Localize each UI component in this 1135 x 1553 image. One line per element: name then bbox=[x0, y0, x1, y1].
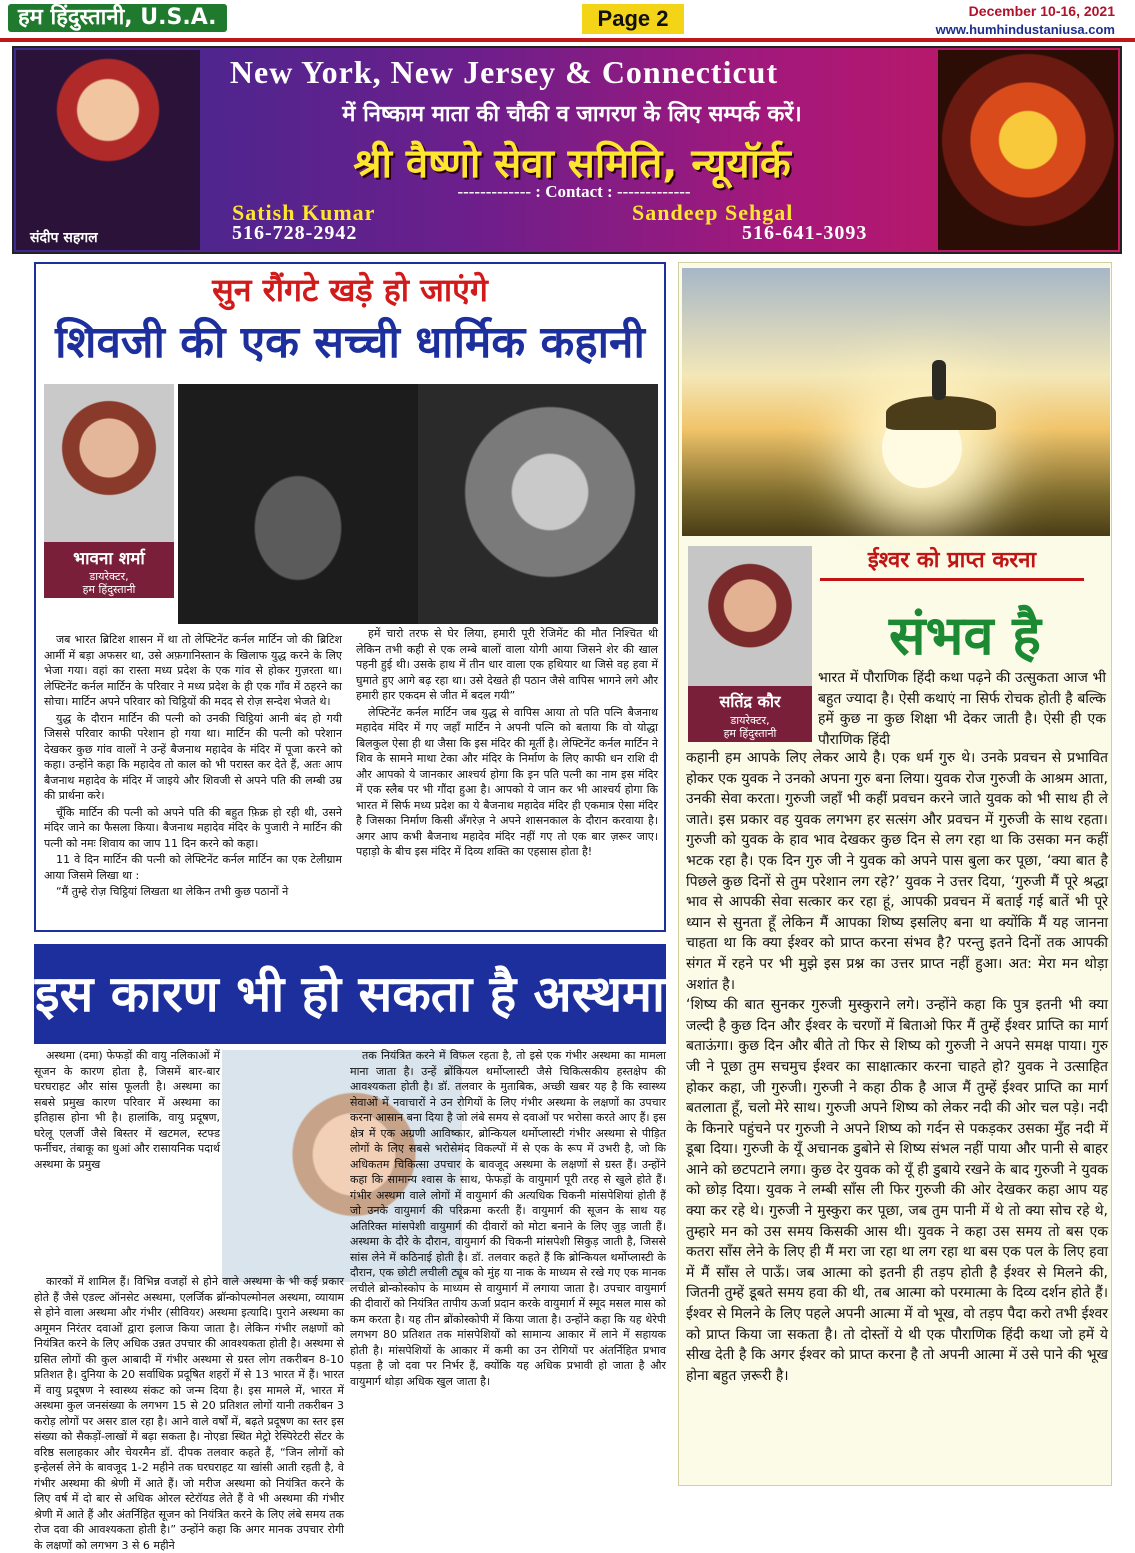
banner-advertisement bbox=[12, 46, 1122, 254]
asthma-header-band bbox=[34, 944, 666, 1044]
asthma-column-1 bbox=[34, 1048, 220, 1274]
paragraph: अस्थमा (दमा) फेफड़ों की वायु नलिकाओं में सूजन के कारण होता है, जिसमें बार-बार घरघराहट और सांस फूलती है। अस्थमा का सबसे प्रमुख कारण परिवार में अस्थमा का इतिहास होना भी है। हालांकि, वायु प्रदूषण, घरेलू एलर्जी जैसे बिस्तर में खटमल, स्टफ्ड फर्नीचर, तंबाकू का धुआं और रासायनिक पदार्थ अस्थमा के प्रमुख bbox=[34, 1049, 220, 1171]
colonel-portrait-image bbox=[418, 384, 658, 624]
paragraph: कहानी हम आपके लिए लेकर आये है। एक धर्म गुरु थे। उनके प्रवचन से प्रभावित होकर एक युवक ने उनको अपना गुरु बना लिया। युवक रोज गुरुजी के आश्रम आता, उनकी सेवा करता। गुरुजी जहाँ भी कहीं प्रवचन करने जाते युवक को भी साथ ही ले जाते। इस प्रकार वह युवक लगभग हर सत्संग और प्रवचन में गुरुजी के साथ रहता। गुरुजी को युवक के हाव भाव देखकर कुछ दिन से लग रहा था कि उसका मन कहीं भटक रहा है। एक दिन गुरु जी ने युवक को अपने पास बुला कर पूछा, ‘क्या बात है पिछले कुछ दिनों से तुम परेशान लग रहे?’ युवक ने उत्तर दिया, ‘गुरुजी मैं पूरे श्रद्धा भाव से आपकी सेवा सत्कार कर रहा हूं, आपकी प्रवचन में बताई गई बातें भी पूरे ध्यान से सुनता हूँ लेकिन मैं आपका शिष्य इसलिए बना था क्योंकि मैं यह जानना चाहता था कि क्या ईश्वर को प्राप्त करना संभव है? परन्तु इतने दिनों तक आपकी संगत में रहने पर भी मुझे इस प्रश्न का उत्तर प्राप्त नहीं हुआ। अत: मेरा मन थोड़ा अशांत है। bbox=[686, 750, 1108, 993]
article-image bbox=[178, 384, 658, 624]
author-role bbox=[44, 570, 174, 596]
paragraph: युद्ध के दौरान मार्टिन की पत्नी को उनकी चिट्ठियां आनी बंद हो गयी जिससे परिवार काफी परेशान हो गया था। मार्टिन की पत्नी को परेशान देखकर कुछ गांव वालों ने उन्हें बैजनाथ महादेव के मंदिर में पूजा करने को कहा। उन्होंने कहा कि महादेव तो काल को भी परास्त कर देते हैं, अतः आप बैजनाथ महादेव के मंदिर में जाइये और शिवजी से अपने पति की लम्बी उम्र की प्रार्थना करे। bbox=[44, 711, 342, 802]
article-body bbox=[686, 748, 1108, 1484]
rock bbox=[886, 396, 996, 430]
masthead-divider bbox=[0, 38, 1135, 42]
contact-name-1: Satish Kumar bbox=[232, 200, 376, 225]
paragraph: चूँकि मार्टिन की पत्नी को अपने पति की बहुत फ़िक्र हो रही थी, उसने मंदिर जाने का फैसला किया। बैजनाथ महादेव मंदिर के पुजारी ने मार्टिन की पत्नी को नमः शिवाय का जाप 11 दिन करने को कहा। bbox=[44, 805, 342, 850]
author-byline bbox=[44, 542, 174, 598]
author-role bbox=[688, 714, 812, 740]
banner-subline: में निष्काम माता की चौकी व जागरण के लिए सम्पर्क करें। bbox=[342, 102, 802, 127]
issue-date: December 10-16, 2021 bbox=[968, 3, 1115, 19]
goddess-image bbox=[938, 50, 1118, 250]
banner-headline: New York, New Jersey & Connecticut bbox=[229, 54, 779, 90]
article-kicker: सुन रौंगटे खड़े हो जाएंगे bbox=[212, 271, 488, 309]
asthma-column-1-continued bbox=[34, 1274, 344, 1552]
paragraph: भारत में पौराणिक हिंदी कथा पढ़ने की उत्सुकता आज भी बहुत ज्यादा है। ऐसी कथाएं ना सिर्फ रोचक होती है बल्कि हमें कुछ ना कुछ शिक्षा भी देकर जाती है। ऐसी ही एक पौराणिक हिंदी bbox=[818, 670, 1106, 748]
asthma-column-2 bbox=[350, 1048, 666, 1488]
contact-name-2: Sandeep Sehgal bbox=[632, 200, 794, 225]
shiv-article bbox=[34, 262, 666, 932]
article-kicker: ईश्वर को प्राप्त करना bbox=[820, 544, 1084, 581]
author-name: सतिंद्र कौर bbox=[719, 692, 781, 711]
paragraph: ‘शिष्य की बात सुनकर गुरुजी मुस्कुराने लगे। उन्होंने कहा कि पुत्र इतनी भी क्या जल्दी है कुछ दिन और ईश्वर के चरणों में बिताओ फिर मैं तुम्हें ईश्वर प्राप्ति का मार्ग बताऊंगा। कुछ दिन और बीते तो फिर से शिष्य को गुरुजी ने अपने समक्ष पाया। गुरु जी ने पूछा तुम सचमुच ईश्वर का साक्षात्कार करना चाहते हो? युवक ने उत्साहित होकर कहा, जी गुरुजी। गुरुजी ने कहा ठीक है आज मैं तुम्हें ईश्वर प्राप्ति का मार्ग बतलाता हूँ, चलो मेरे साथ। गुरुजी अपने शिष्य को लेकर नदी की ओर चल पड़े। नदी के किनारे पहुंचने पर गुरुजी ने अपने शिष्य को गर्दन से पकड़कर उसका मुँह नदी में डूबा दिया। गुरुजी के यूँ अचानक डुबोने से शिष्य संभल नहीं पाया और पानी से बाहर आने को छटपटाने लगा। कुछ देर युवक को यूँ ही डुबाये रखने के बाद गुरुजी ने युवक को छोड़ दिया। युवक ने लम्बी साँस ली फिर गुरुजी की ओर देखकर कहा आप यह क्या कर रहे थे। गुरुजी ने मुस्कुरा कर पूछा, जब तुम पानी में थे तो क्या सोच रहे थे, तुम्हारे मन को उस समय किसकी आस थी। युवक ने कहा उस समय तो बस एक कतरा साँस लेने के लिए ही मैं मरा जा रहा था लग रहा था बस एक पल के लिए हवा में मैं साँस ले पाऊँ। जब आत्मा को इतनी ही तड़प होती है ईश्वर से मिलने की, जितनी तुम्हें डूबते समय हवा की थी, तब आत्मा को परमात्मा के दिव्य दर्शन होते हैं। ईश्वर से मिलने के लिए पहले अपनी आत्मा में वो भूख, वो तड़प पैदा करो तभी ईश्वर को प्राप्त किया जा सकता है। तो दोस्तों ये थी एक पौराणिक हिंदी कथा जो हमें ये सीख देती है कि अगर ईश्वर को प्राप्त करना है तो अपनी आत्मा में उसे पाने की भूख होना बहुत ज़रूरी है। bbox=[686, 997, 1108, 1384]
author-photo bbox=[688, 546, 812, 688]
asthma-title: इस कारण भी हो सकता है अस्थमा bbox=[35, 965, 665, 1023]
article-title: शिवजी की एक सच्ची धार्मिक कहानी bbox=[55, 317, 645, 368]
contact-phone-2: 516-641-3093 bbox=[742, 222, 868, 244]
paragraph: जब भारत ब्रिटिश शासन में था तो लेफ्टिनेंट कर्नल मार्टिन जो की ब्रिटिश आर्मी में बड़ा अफसर था, उसे अफ़गानिस्तान के खिलाफ युद्ध करने के लिए भेजा गया। वहां का रास्ता मध्य प्रदेश के एक गांव से होकर गुज़रता था। लेफ्टिनेंट कर्नल मार्टिन के परिवार ने मध्य प्रदेश के ही एक गाँव में ठहरने का सोचा। मार्टिन अपने परिवार को चिट्ठियों की मदद से रोज़ सन्देश भेजते थे। bbox=[44, 633, 342, 708]
author-name: भावना शर्मा bbox=[73, 549, 145, 569]
paragraph: हमें चारो तरफ से घेर लिया, हमारी पूरी रेजिमेंट की मौत निश्चित थी लेकिन तभी कही से एक लम्बे बालों वाला योगी आया जिसने शेर की खाल पहनी हुई थी। उसके हाथ में तीन धार वाला एक हथियार था जिसे वह हवा में घुमाते हुए आगे बढ़ रहा था। उसे देखते ही पठान जैसे वापिस भागने लगे और हमारी हार एकदम से जीत में बदल गयी” bbox=[356, 627, 658, 702]
author-org-line: हम हिंदुस्तानी bbox=[723, 727, 777, 740]
paragraph: 11 वे दिन मार्टिन की पत्नी को लेफ्टिनेंट कर्नल मार्टिन का एक टेलीग्राम आया जिसमे लिखा था : bbox=[44, 853, 342, 882]
author-byline bbox=[688, 686, 812, 742]
paragraph: कारकों में शामिल हैं। विभिन्न वजहों से होने वाले अस्थमा के भी कई प्रकार होते हैं जैसे एडल्ट ऑनसेट अस्थमा, एलर्जिक ब्रॉन्कोपल्मोनल अस्थमा, व्यायाम से होने वाला अस्थमा और गंभीर (सीवियर) अस्थमा इत्यादि। पुराने अस्थमा का अमूमन निरंतर दवाओं द्वारा इलाज किया जाता है। लेकिन गंभीर लक्षणों को नियंत्रित करने के लिए अधिक उन्नत उपचार की आवश्यकता होती है। अस्थमा से ग्रसित लोगों की कुल आबादी में गंभीर अस्थमा से ग्रस्त लोग तकरीबन 8-10 प्रतिशत है। दुनिया के 20 सर्वाधिक प्रदूषित शहरों में से 13 भारत में हैं। भारत में वायु प्रदूषण ने स्वास्थ्य संकट को जन्म दिया है। इस मामले में, भारत में अस्थमा कुल जनसंख्या के लगभग 15 से 20 प्रतिशत लोगों यानी तकरीबन 3 करोड़ लोगों पर असर डाल रहा है। आने वाले वर्षों में, बढ़ते प्रदूषण का स्तर इस संख्या को सैकड़ों-लाखों में बढ़ा सकता है। नोएडा स्थित मेट्रो रेस्पिरेटरी सेंटर के वरिष्ठ सलाहकार और चेयरमैन डॉ. दीपक तलवार कहते हैं, “जिन लोगों को इन्हेलर्स लेने के बावजूद 1-2 महीने तक घरघराहट या खांसी आती रहती है, वे गंभीर अस्थमा की श्रेणी में आते हैं। जो मरीज अस्थमा को नियंत्रित करने के लिए वर्ष में दो बार से अधिक ओरल स्टेरॉयड लेते हैं वे भी अस्थमा की गंभीर श्रेणी में आते हैं और अंतर्निहित सूजन को नियंत्रित करने के लिए लंबे समय तक रोज दवा की आवश्यकता होती है।” उन्होंने कहा कि अगर मानक उपचार रोगी के लक्षणों को लगभग 3 से 6 महीने bbox=[34, 1275, 344, 1552]
newspaper-name: हम हिंदुस्तानी, U.S.A. bbox=[8, 4, 227, 32]
banner-organization: श्री वैष्णो सेवा समिति, न्यूयॉर्क bbox=[353, 141, 791, 187]
article-intro bbox=[818, 668, 1106, 748]
article-title: संभव है bbox=[889, 604, 1041, 667]
author-org-line: हम हिंदुस्तानी bbox=[82, 583, 136, 596]
shiva-silhouette-image bbox=[178, 384, 418, 624]
banner-photo-caption: संदीप सहगल bbox=[30, 230, 98, 246]
website-link[interactable]: www.humhindustaniusa.com bbox=[935, 22, 1115, 37]
standing-man-silhouette bbox=[932, 360, 946, 400]
paragraph: लेफ्टिनेंट कर्नल मार्टिन जब युद्ध से वापिस आया तो पति पत्नि बैजनाथ महादेव मंदिर में गए जहाँ मार्टिन ने अपनी पत्नि को बताया कि वो योद्धा बिलकुल ऐसा ही था जैसा कि इस मंदिर की मूर्ती है। लेफ्टिनेंट कर्नल मार्टिन ने शिव के सामने माथा टेका और मंदिर के निर्माण के लिए काफी धन राशि दी और आपको ये जानकार आश्चर्य होगा कि इन पति पत्नी का नाम इस मंदिर में एक स्लैब पर भी गौंदा हुआ है। आपको ये जान कर भी आश्चर्य होगा कि भारत में सिर्फ मध्य प्रदेश का ये बैजनाथ महादेव मंदिर ही एकमात्र ऐसा मंदिर है जिसका निर्माण किसी अँगरेज़ ने अपने शासनकाल के दौरान करवाया है। अगर आप कभी बैजनाथ महादेव मंदिर नहीं गए तो एक बार ज़रूर जाए। पहाड़ो के बीच इस मंदिर में दिव्य शक्ति का एहसास होता है! bbox=[356, 705, 658, 858]
paragraph: “मैं तुम्हे रोज़ चिट्ठियां लिखता था लेकिन तभी कुछ पठानों ने bbox=[56, 885, 289, 898]
sunrise-meditation-image bbox=[682, 268, 1110, 536]
contact-phone-1: 516-728-2942 bbox=[232, 222, 358, 244]
paragraph: तक नियंत्रित करने में विफल रहता है, तो इसे एक गंभीर अस्थमा का मामला माना जाता है। उन्हें ब्रोंकियल थर्मोप्लास्टी जैसे चिकित्सकीय हस्तक्षेप की आवश्यकता होती है। डॉ. तलवार के मुताबिक, अच्छी खबर यह है कि स्वास्थ्य सेवाओं में नवाचारों ने उन रोगियों के लिए गंभीर अस्थमा के लक्षणों का उपचार करना आसान बना दिया है जो लंबे समय से दवाओं पर भरोसा करते आए हैं। इस क्षेत्र में एक अग्रणी आविष्कार, ब्रोन्कियल थर्मोप्लास्टी गंभीर अस्थमा से पीड़ित लोगों के लिए सबसे भरोसेमंद विकल्पों में से एक के रूप में उभरी है, जो कि अधिकतम चिकित्सा उपचार के बावजूद अस्थमा के लक्षणों से ग्रस्त हैं। उन्होंने कहा कि सामान्य श्वास के साथ, फेफड़ों के वायुमार्ग पूरी तरह से खुले होते हैं। गंभीर अस्थमा वाले लोगों में वायुमार्ग की अत्यधिक चिकनी मांसपेशियां होती हैं जो उनके वायुमार्ग की परिक्रमा करती हैं। वायुमार्ग की सूजन के साथ यह अतिरिक्त मांसपेशी वायुमार्ग की दीवारों को मोटा बनाने के लिए जुड़ जाती हैं। अस्थमा के दौरे के दौरान, वायुमार्ग की चिकनी मांसपेशी सिकुड़ जाती है, जिससे सांस लेने में कठिनाई होती है। डॉ. तलवार कहते हैं कि ब्रोन्कियल थर्मोप्लास्टी के दौरान, एक छोटी लचीली ट्यूब को मुंह या नाक के माध्यम से रखे गए एक मानक लचीले ब्रोन्कोस्कोप के माध्यम से वायुमार्ग में लगाया जाता है। उपचार वायुमार्ग की दीवारों को नियंत्रित तापीय ऊर्जा प्रदान करके वायुमार्ग में स्मूद मसल मास को कम करता है। यह तीन ब्रोंकोस्कोपी में किया जाता है। उन्होंने कहा कि यह थेरेपी लगभग 80 प्रतिशत तक मांसपेशियों को सामान्य आकार में लाने में सहायक होती है। मांसपेशियों के आकार में कमी का उन रोगियों पर अंतर्निहित प्रभाव पड़ता है जो दवा पर निर्भर हैं, क्योंकि यह अधिक प्रभावी हो जाता है और वायुमार्ग थोड़ा अधिक खुल जाता है। bbox=[350, 1049, 666, 1388]
banner-contact-label: ------------- : Contact : ------------- bbox=[457, 182, 691, 201]
article-column-2 bbox=[356, 626, 658, 926]
author-photo bbox=[44, 384, 174, 544]
author-role-line: डायरेक्टर, bbox=[89, 570, 129, 583]
page-number: Page 2 bbox=[582, 4, 684, 34]
masthead bbox=[0, 0, 1135, 42]
article-column-1 bbox=[44, 632, 342, 930]
author-role-line: डायरेक्टर, bbox=[730, 714, 770, 727]
